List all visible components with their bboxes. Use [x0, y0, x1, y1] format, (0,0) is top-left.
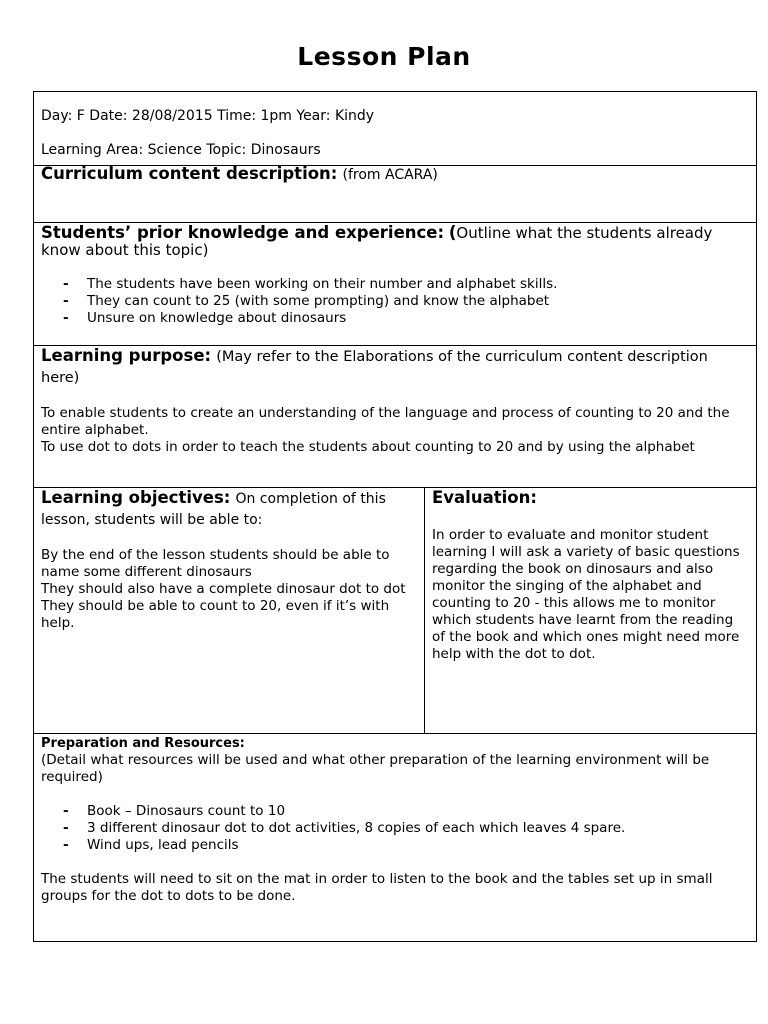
learning-purpose-row	[34, 346, 756, 488]
objectives-heading: Learning objectives:	[41, 488, 231, 507]
objectives-note: On completion of this lesson, students will be able to:	[41, 491, 386, 528]
page-title: Lesson Plan	[297, 42, 471, 71]
evaluation-text: In order to evaluate and monitor student learning I will ask a variety of basic questions regarding the book on dinosaurs and also monitor the singing of the alphabet and counting to 20 - this allows me to monitor which students have learnt from the reading of the book and which ones might need more help with the dot to dot.	[432, 527, 740, 662]
objectives-evaluation-row	[34, 488, 756, 734]
prior-heading: Students’ prior knowledge and experience:	[41, 223, 445, 242]
objective-line-1: By the end of the lesson students should be able to name some different dinosaurs	[41, 547, 390, 580]
purpose-note: (May refer to the Elaborations of the curriculum content description here)	[41, 349, 708, 386]
objectives-cell	[34, 488, 425, 733]
curriculum-heading: Curriculum content description:	[41, 164, 338, 183]
list-item: - The students have been working on their number and alphabet skills.	[63, 276, 749, 293]
resources-list	[41, 803, 749, 854]
purpose-heading: Learning purpose:	[41, 346, 212, 365]
prior-note: Outline what the students already know about this topic)	[41, 224, 713, 259]
purpose-para-2: To use dot to dots in order to teach the students about counting to 20 and by using the alphabet	[41, 439, 695, 455]
evaluation-cell	[425, 488, 756, 733]
prior-note-paren: (	[448, 223, 457, 242]
preparation-note: (Detail what resources will be used and what other preparation of the learning environment will be required)	[41, 752, 710, 785]
evaluation-heading: Evaluation:	[432, 488, 537, 507]
lesson-plan-table	[33, 91, 757, 942]
preparation-heading: Preparation and Resources:	[41, 736, 245, 751]
preparation-row	[34, 734, 756, 941]
list-item: - They can count to 25 (with some prompting) and know the alphabet	[63, 293, 749, 310]
purpose-para-1: To enable students to create an understanding of the language and process of counting to 20 and the entire alphabet.	[41, 405, 730, 438]
curriculum-row	[34, 164, 756, 223]
preparation-closing: The students will need to sit on the mat in order to listen to the book and the tables set up in small groups for the dot to dots to be done.	[41, 871, 713, 904]
list-item: - Book – Dinosaurs count to 10	[63, 803, 749, 820]
prior-knowledge-row	[34, 223, 756, 346]
list-item: - Unsure on knowledge about dinosaurs	[63, 310, 749, 327]
curriculum-note: (from ACARA)	[342, 167, 438, 183]
area-topic-line: Learning Area: Science Topic: Dinosaurs	[41, 142, 321, 158]
day-date-line: Day: F Date: 28/08/2015 Time: 1pm Year: Kindy	[41, 108, 375, 124]
list-item: - 3 different dinosaur dot to dot activities, 8 copies of each which leaves 4 spare.	[63, 820, 749, 837]
header-row	[34, 92, 756, 166]
objective-line-2: They should also have a complete dinosaur dot to dot	[41, 581, 406, 597]
objective-line-3: They should be able to count to 20, even if it’s with help.	[41, 598, 390, 631]
prior-list	[41, 276, 749, 327]
list-item: - Wind ups, lead pencils	[63, 837, 749, 854]
